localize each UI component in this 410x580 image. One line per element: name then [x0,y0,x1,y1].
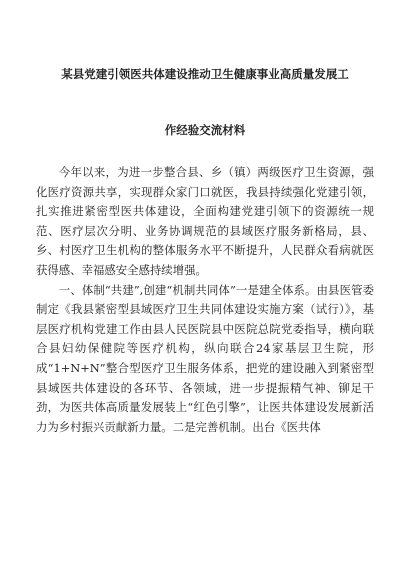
document-title-line-1: 某县党建引领医共体建设推动卫生健康事业高质量发展工 [61,67,349,81]
document-title-line-2: 作经验交流材料 [164,123,246,137]
intro-paragraph: 今年以来，为进一步整合县、乡（镇）两级医疗卫生资源，强化医疗资源共享，实现群众家门口就医，我县持续强化党建引领，扎实推进紧密型医共体建设，全面构建党建引领下的资源统一规范、医疗层次分明、业务协调规范的县域医疗服务新格局，县、乡、村医疗卫生机构的整体服务水平不断提升，人民群众看病就医获得感、幸福感安全感持续增强。 [36,165,374,277]
section-one-paragraph: 一、体制“共建”,创建“机制共同体”一是建全体系。由县医管委制定《我县紧密型县域医疗卫生共同体建设实施方案（试行）》，基层医疗机构党建工作由县人民医院县中医院总院党委指导，横向联合县妇幼保健院等医疗机构，纵向联合24家基层卫生院，形成“1+N+N”整合型医疗卫生服务体系，把党的建设融入到紧密型县域医共体建设的各环节、各领域，进一步提振精气神、铆足干劲，为医共体高质量发展装上“红色引擎”，让医共体建设发展新活力为乡村振兴贡献新力量。二是完善机制。出台《医共体 [36,282,374,434]
document-body [36,163,374,437]
